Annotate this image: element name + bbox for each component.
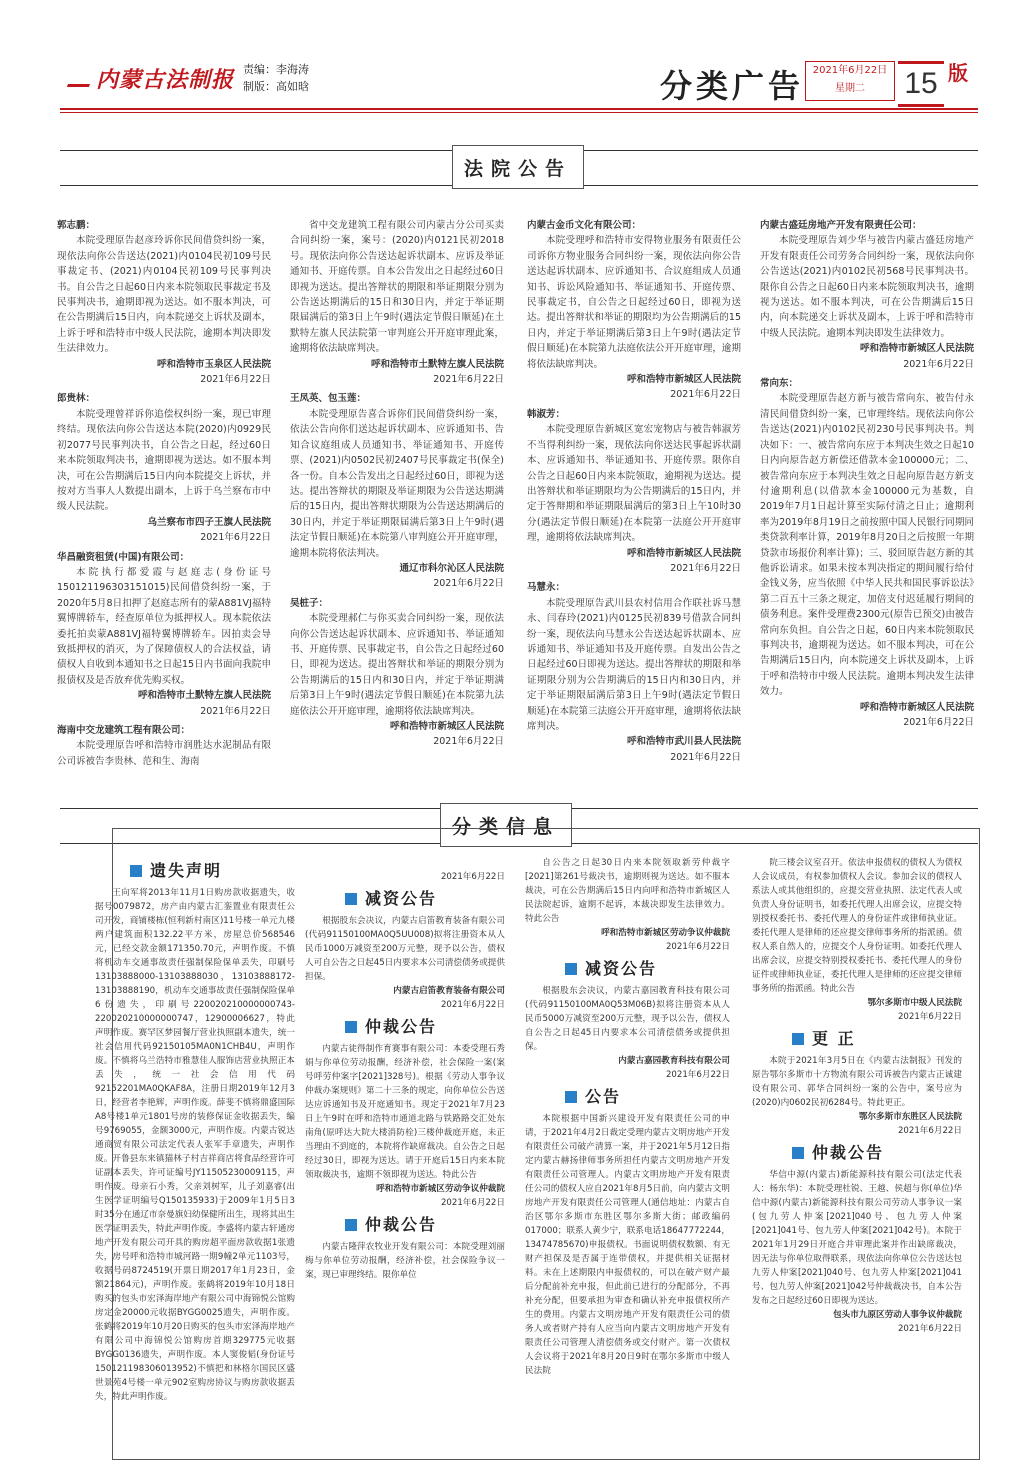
page-ban-label: 版 bbox=[948, 61, 968, 85]
page-number: 15 bbox=[898, 61, 944, 107]
notice-body: 本院受理原告新城区宽宏宠物店与被告韩淑芳不当得利纠纷一案，现依法向你送达民事起诉状副本、应诉通知书、举证通知书、开庭传票。限你自公告之日起60日内来本院领取，逾期视为送达。提出答辩状和举证期限均为公告期满后的15日内，并定于答辩期和举证期限届满后的第3日上午10时30分(遇法定节假日顺延)在本院第一法庭公开开庭审理，逾期将依法缺席判决。 bbox=[527, 424, 741, 544]
capital-reduction-2-text: 根据股东会决议，内蒙古嘉园教育科技有限公司(代码91150100MA0Q53M06B)拟将注册资本从人民币5000万减资至200万元整，现予以公告，债权人自公告之日起45日内要求本公司清偿债务或提供担保。 bbox=[525, 986, 730, 1052]
classified-column-1 bbox=[95, 856, 295, 1404]
correction-text: 本院于2021年3月5日在《内蒙古法制报》刊发的原告鄂尔多斯市十方物流有限公司诉被告内蒙古正诚建设有限公司、郭华合同纠纷一案的公告中，案号应为(2020)内0602民初6284号。特此更正。 bbox=[752, 1056, 962, 1108]
arbitration-1-date: 2021年6月22日 bbox=[440, 1198, 505, 1208]
public-notice-court: 鄂尔多斯市中级人民法院 bbox=[867, 998, 962, 1008]
arbitration-3-court: 包头市九原区劳动人事争议仲裁院 bbox=[833, 1310, 962, 1320]
notice-recipient: 内蒙古盛廷房地产开发有限责任公司： bbox=[760, 220, 922, 231]
notice-body: 本院受理原告呼和浩特市润胜达水泥制品有限公司诉被告李贵林、范和生、海南 bbox=[57, 740, 271, 767]
notice-date: 2021年6月22日 bbox=[200, 532, 271, 544]
notice-court: 呼和浩特市新城区人民法院 bbox=[859, 701, 974, 713]
header-rule-thin bbox=[60, 112, 978, 113]
correction-date: 2021年6月22日 bbox=[897, 1126, 962, 1136]
notice-court: 乌兰察布市四子王旗人民法院 bbox=[147, 516, 271, 528]
public-notice-text: 本院根据中国新兴建设开发有限责任公司的申请，于2021年4月2日裁定受理内蒙古文明房地产开发有限责任公司破产清算一案，并于2021年5月12日指定内蒙古赫扬律师事务所担任内蒙古文明房地产开发有限责任公司管理人。内蒙古文明房地产开发有限责任公司的债权人应自2021年8月5日前，向内蒙古文明房地产开发有限责任公司管理人(通信地址：内蒙古自治区鄂尔多斯市东胜区鄂尔多斯大街；邮政编码017000；联系人黄少宁，联系电话18647772244，13474785670)申报债权。书面说明债权数额、有无财产担保及是否属于连带债权，并提供相关证据材料。未在上述期限内申报债权的，可以在破产财产最后分配前补充申报，但此前已进行的分配部分，不再补充分配，但要承担为审查和确认补充申报债权所产生的费用。内蒙古文明房地产开发有限责任公司的债务人或者财产持有人应当向内蒙古文明房地产开发有限责任公司管理人清偿债务或交付财产。第一次债权人会议将于2021年8月20日9时在鄂尔多斯市中级人民法院 bbox=[525, 1114, 730, 1376]
notice-court: 呼和浩特市土默特左旗人民法院 bbox=[137, 690, 271, 702]
public-notice-heading bbox=[565, 1087, 730, 1106]
notice-recipient: 王凤英、包玉莲： bbox=[290, 393, 367, 405]
court-column-2 bbox=[290, 218, 504, 754]
page-header bbox=[60, 55, 980, 105]
capital-reduction-1-text: 根据股东会决议，内蒙古启笛教育装备有限公司(代码91150100MA0Q5UU008)拟将注册资本从人民币1000万减资至200万元整，现予以公告，债权人可自公告之日起45日内要求本公司清偿债务或提供担保。 bbox=[305, 916, 505, 982]
notice-date: 2021年6月22日 bbox=[670, 751, 741, 763]
issue-date: 2021年6月22日 bbox=[812, 65, 888, 76]
public-notice-text-cont: 院三楼会议室召开。依法申报债权的债权人为债权人会议成员，有权参加债权人会议。参加会议的债权人系法人或其他组织的，应提交营业执照、法定代表人或负责人身份证明书，如委托代理人出席会议，应提交特别授权委托书、委托代理人的身份证件或律师执业证。委托代理人是律师的还应提交律师事务所的指派函。债权人系自然人的，应提交个人身份证明。如委托代理人出席会议，应提交特别授权委托书、委托代理人的身份证件或律师执业证，委托代理人是律师的还应提交律师事务所的指派函。特此公告 bbox=[752, 858, 962, 994]
court-notices-title: 法院公告 bbox=[452, 145, 584, 189]
court-column-3 bbox=[527, 218, 741, 769]
logo-mark-icon bbox=[67, 70, 95, 87]
notice-court: 呼和浩特市新城区人民法院 bbox=[626, 374, 741, 386]
notice-recipient: 吴桩子： bbox=[290, 597, 329, 609]
classified-column-3 bbox=[525, 856, 730, 1378]
section-title: 分类广告 bbox=[660, 67, 805, 105]
arbitration-1-court: 呼和浩特市新城区劳动争议仲裁院 bbox=[376, 1184, 505, 1194]
notice-body: 本院受理原告赵方新与被告常向东、被告付永清民间借贷纠纷一案，已审理终结。现依法向你公告送达(2021)内0102民初230号民事判决书。判决如下：一、被告常向东应于本判决生效之日起10日内向原告赵方新偿还借款本金100000元；二、被告常向东应于本判决生效之日起向原告赵方新支付逾期利息(以借款本金100000元为基数，自2019年7月1日起计算至实际付清之日止；逾期利率为2019年8月19日之前按照中国人民银行同期同类贷款利率计算，2019年8月20日之后按照一年期贷款市场报价利率计算)；三、驳回原告赵方新的其他诉讼请求。如果未按本判决指定的期间履行给付金钱义务，应当依照《中华人民共和国民事诉讼法》第二百五十三条之规定，加倍支付迟延履行期间的债务利息。案件受理费2300元(原告已预交)由被告常向东负担。自公告之日起，60日内来本院领取民事判决书，逾期视为送达。如不服本判决，可在公告期满后15日内，向本院递交上诉状及副本，上诉于呼和浩特市中级人民法院。逾期本判决发生法律效力。 bbox=[760, 393, 974, 698]
notice-recipient: 郭志鹏： bbox=[57, 220, 96, 231]
notice-body: 本院受理原告赵彦玲诉你民间借贷纠纷一案，现依法向你公告送达(2021)内0104民初109号民事裁定书、(2021)内0104民初109号民事判决书。自公告之日起60日内来本院领取民事裁定书及民事判决书，逾期即视为送达。如不服本判决，可在公告期满后15日内，向本院递交上诉状及副本，上诉于呼和浩特市中级人民法院，逾期本判决即发生法律效力。 bbox=[57, 235, 271, 355]
correction-court: 鄂尔多斯市东胜区人民法院 bbox=[858, 1112, 962, 1122]
arbitration-1-text: 内蒙古徒得制作育赛事有限公司：本委受理石秀娟与你单位劳动报酬，经济补偿，社会保险一案(案号呼劳仲案字[2021]328号)。根据《劳动人事争议仲裁办案规则》第二十三条的规定，向你单位公告送达应诉通知书及开庭通知书。现定于2021年7月23日上午9时在呼和浩特市通道北路与铁路路交汇处东南角(原呼达大院大楼消防栓)三楼仲裁庭开庭，未正当理由不到庭的，本院将作缺席裁决。自公告之日起经过30日，即视为送达。请于开庭后15日内来本院领取裁决书，逾期不领即视为送达。特此公告 bbox=[305, 1044, 505, 1180]
issue-date-box bbox=[805, 61, 895, 101]
bullet-square-icon bbox=[792, 1033, 804, 1045]
notice-body: 本院受理原告刘少华与被告内蒙古盛廷房地产开发有限责任公司劳务合同纠纷一案，现依法向你公告送达(2021)内0102民初568号民事判决书。限你自公告之日起60日内来本院领取判决书，逾期视为送达。如不服本判决，可在公告期满后15日内，向本院递交上诉状及副本，上诉于呼和浩特市中级人民法院。逾期本判决即发生法律效力。 bbox=[760, 235, 974, 339]
capital-reduction-1-date: 2021年6月22日 bbox=[440, 1000, 505, 1010]
producer-label: 制版：高如晗 bbox=[243, 80, 309, 93]
lost-statement-text: 王向军将2013年11月1日购房款收据遗失，收据号0079872，房产由内蒙古汇銮置业有限责任公司开发，商铺楼栋(恒利新村南区)11号楼一单元九楼两户建筑面积132.22平方米，房屋总价568546元，已经交款金额171350.70元，声明作废。不慎将机动车交通事故责任强制保险保单丢失，印刷号13103888000-13103888030，13103888172-13103888190，机动车交通事故责任强制保险保单6份遗失，印刷号220020210000000743-220020210000000747，12900006627，特此声明作废。赛罕区梦园餐厅营业执照副本遗失，统一社会信用代码92150105MA0N1CHB4U，声明作废。不慎将乌兰浩特市雅慧佳人服饰店营业执照正本丢失，统一社会信用代码92152201MA0QKAF8A，注册日期2019年12月3日，经营者李艳辉，声明作废。薛斐不慎将鼎盛国际A8号楼1单元1801号房的装修保证金收据丢失，编号9769055，金额3000元，声明作废。内蒙古锐达通商贸有限公司法定代表人张军手章遗失，声明作废。开鲁县东来镇猫林子村吉祥商店将食品经营许可证副本丢失，许可证编号JY11505230009115，声明作废。母亲石小秀，父亲刘树军，儿子刘嘉睿(出生医学证明编号Q150135933)于2009年1月5日3时35分在通辽市奈曼旗妇幼保健所出生，现将其出生医学证明丢失，特此声明作废。李盛将内蒙古轩通房地产开发有限公司开具的购房超平面房款收据1张遗失，房号呼和浩特市城河路一期9幢2单元1103号，收据号码8724519(开票日期2017年1月23日，金额21864元)，声明作废。张鹤将2019年10月18日购买的包头市宏泽海岸地产有限公司中海锦悦公馆购房定金20000元收据BYGG0025遗失，声明作废。张鹤将2019年10月20日购买的包头市宏泽海岸地产有限公司中海锦悦公馆购房首期329775元收据BYGG0136遗失，声明作废。本人窦俊韬(身份证号150121198306013952)不慎把和林格尔国民区盛世景苑4号楼一单元902室购房协议与购房款收据丢失，特此声明作废。 bbox=[95, 888, 295, 1402]
notice-date: 2021年6月22日 bbox=[433, 374, 504, 386]
notice-body: 本院受理郝仁与你买卖合同纠纷一案，现依法向你公告送达起诉状副本、应诉通知书、举证通知书、开庭传票、民事裁定书，自公告之日起经过60日，即视为送达。提出答辩状和举证的期限分别为公告期满后的15日内和30日内，并定于举证期满后第3日上午9时(遇法定节假日顺延)在本院第九法庭依法公开开庭审理，逾期将依法缺席判决。 bbox=[290, 613, 504, 717]
notice-court: 呼和浩特市新城区人民法院 bbox=[389, 721, 504, 732]
notice-recipient: 常向东： bbox=[760, 378, 799, 390]
lost-statement-title: 遗失声明 bbox=[150, 861, 223, 880]
notice-recipient: 华昌融资租赁(中国)有限公司： bbox=[57, 551, 190, 563]
capital-reduction-1-heading bbox=[345, 889, 505, 908]
notice-court: 通辽市科尔沁区人民法院 bbox=[399, 562, 504, 574]
notice-recipient: 郎贵林： bbox=[57, 393, 96, 405]
correction-title: 更 正 bbox=[812, 1029, 856, 1048]
court-column-1 bbox=[57, 218, 271, 769]
lost-statement-heading bbox=[130, 861, 295, 880]
notice-date: 2021年6月22日 bbox=[433, 736, 504, 748]
notice-body: 本院执行都爱霞与赵庭志(身份证号150121196303151015)民间借贷纠纷一案，于2020年5月8日扣押了赵庭志所有的蒙A881VJ福特翼博牌轿车，经查原单位为抵押权人。现本院依法委托拍卖蒙A881VJ福特翼博牌轿车。因拍卖会导致抵押权的消灭，为了保障债权人的合法权益，请债权人自收到本通知书之日起15日内书面向我院申报债权及是否放弃优先购买权。 bbox=[57, 566, 271, 686]
arbitration-2-date: 2021年6月22日 bbox=[665, 942, 730, 952]
arbitration-3-title: 仲裁公告 bbox=[812, 1143, 885, 1162]
arbitration-1-title: 仲裁公告 bbox=[365, 1017, 438, 1036]
notice-recipient: 马慧永： bbox=[527, 582, 566, 594]
notice-body: 省中交龙建筑工程有限公司内蒙古分公司买卖合同纠纷一案，案号：(2020)内0121民初2018号。现依法向你公告送达起诉状副本、应诉及举证通知书、开庭传票。自本公告发出之日起经过60日即视为送达。提出答辩状的期限和举证期限分别为公告送达期满后的15日和30日内，并定于举证期限届满后的第3日上午9时(遇法定节假日顺延)在土默特左旗人民法院第一审判庭公开开庭审理此案，逾期将依法缺席判决。 bbox=[290, 220, 504, 355]
capital-reduction-2-company: 内蒙古嘉园教育科技有限公司 bbox=[618, 1056, 730, 1066]
bullet-square-icon bbox=[565, 963, 577, 975]
header-rule bbox=[60, 108, 978, 110]
bullet-square-icon bbox=[130, 865, 142, 877]
lost-statement-date: 2021年6月22日 bbox=[440, 872, 505, 882]
notice-body: 本院受理曾祥诉你追偿权纠纷一案，现已审理终结。现依法向你公告送达本院(2020)内0929民初2077号民事判决书，自公告之日起，经过60日来本院领取判决书，逾期即视为送达。如不服本判决，可在公告期满后15日内向本院提交上诉状，并按对方当事人人数提出副本，上诉于乌兰察布市中级人民法院。 bbox=[57, 408, 271, 513]
notice-body: 本院受理原告喜合诉你们民间借贷纠纷一案，依法公告向你们送达起诉状副本、应诉通知书、告知合议庭组成人员通知书、举证通知书、开庭传票、(2021)内0502民初2407号民事裁定书(保全)各一份。自本公告发出之日起经过60日，即视为送达。提出答辩状的期限及举证期限为公告送达期满后的15日内，提出答辩状期限为公告送达期满后的30日内，并定于举证期限届满后第3日上午9时(遇法定节假日顺延)在本院第八审判庭公开开庭审理，逾期本院将依法判决。 bbox=[290, 408, 504, 559]
court-notices-banner bbox=[60, 150, 978, 186]
arbitration-2-text: 内蒙古隆萍农牧业开发有限公司：本院受理刘丽梅与你单位劳动报酬，经济补偿，社会保险争议一案，现已审理终结。限你单位 bbox=[305, 1242, 505, 1280]
capital-reduction-2-date: 2021年6月22日 bbox=[665, 1070, 730, 1080]
arbitration-3-date: 2021年6月22日 bbox=[897, 1324, 962, 1334]
notice-recipient: 内蒙古金币文化有限公司： bbox=[527, 220, 642, 231]
capital-reduction-2-title: 减资公告 bbox=[585, 959, 658, 978]
notice-court: 呼和浩特市玉泉区人民法院 bbox=[156, 358, 271, 370]
lost-statement-text-cont bbox=[305, 856, 505, 870]
arbitration-3-text: 华信中源(内蒙古)新能源科技有限公司(法定代表人：杨东华)：本院受理杜锐、王越、侯超与你(单位)华信中源(内蒙古)新能源科技有限公司劳动人事争议一案(包九劳人仲案[2021]040号、包九劳人仲案[2021]041号、包九劳人仲案[2021]042号)。本院于2021年1月29日开庭合并审理此案并作出缺席裁决，因无法与你单位取得联系，现依法向你单位公告送达包九劳人仲案[2021]040号、包九劳人仲案[2021]041号、包九劳人仲案[2021]042号仲裁裁决书，自本公告发布之日起经过60日即视为送达。 bbox=[752, 1170, 962, 1306]
notice-date: 2021年6月22日 bbox=[670, 389, 741, 401]
bullet-square-icon bbox=[565, 1091, 577, 1103]
bullet-square-icon bbox=[345, 893, 357, 905]
notice-body: 本院受理呼和浩特市安得物业服务有限责任公司诉你方物业服务合同纠纷一案，现依法向你公告送达起诉状副本、应诉通知书、合议庭组成人员通知书、诉讼风险通知书、举证通知书、开庭传票、民事裁定书，自公告之日起经过60日，即视为送达。提出答辩状和举证的期限均为公告期满后的15日内，并定于举证期满后第3日上午9时(遇法定节假日顺延)在本院第九法庭依法公开开庭审理，逾期将依法缺席判决。 bbox=[527, 235, 741, 370]
notice-court: 呼和浩特市新城区人民法院 bbox=[859, 343, 974, 355]
capital-reduction-1-company: 内蒙古启笛教育装备有限公司 bbox=[393, 986, 505, 996]
notice-court: 呼和浩特市土默特左旗人民法院 bbox=[370, 358, 504, 370]
correction-heading bbox=[792, 1029, 962, 1048]
bullet-square-icon bbox=[345, 1219, 357, 1231]
notice-court: 呼和浩特市新城区人民法院 bbox=[626, 547, 741, 559]
newspaper-logo bbox=[70, 63, 234, 94]
classified-column-2 bbox=[305, 856, 505, 1282]
arbitration-2-text-cont: 自公告之日起30日内来本院领取新劳仲裁字[2021]第261号裁决书，逾期则视为送达。如不服本裁决，可在公告期满后15日内向呼和浩特市新城区人民法院起诉，逾期不起诉，本裁决即发生法律效力。特此公告 bbox=[525, 858, 730, 924]
bullet-square-icon bbox=[345, 1021, 357, 1033]
public-notice-date: 2021年6月22日 bbox=[897, 1012, 962, 1022]
notice-court: 呼和浩特市武川县人民法院 bbox=[626, 736, 741, 748]
issue-weekday: 星期二 bbox=[835, 83, 865, 94]
public-notice-title: 公告 bbox=[585, 1087, 622, 1106]
notice-recipient: 韩淑芳： bbox=[527, 408, 566, 420]
arbitration-2-title: 仲裁公告 bbox=[365, 1215, 438, 1234]
notice-date: 2021年6月22日 bbox=[903, 717, 974, 728]
notice-date: 2021年6月22日 bbox=[433, 578, 504, 590]
editor-label: 责编：李海涛 bbox=[243, 63, 309, 76]
arbitration-2-court: 呼和浩特市新城区劳动争议仲裁院 bbox=[601, 928, 730, 938]
arbitration-2-heading bbox=[345, 1215, 505, 1234]
notice-date: 2021年6月22日 bbox=[670, 562, 741, 574]
notice-date: 2021年6月22日 bbox=[200, 374, 271, 386]
capital-reduction-1-title: 减资公告 bbox=[365, 889, 438, 908]
classified-column-4 bbox=[752, 856, 962, 1340]
court-column-4 bbox=[760, 218, 974, 734]
notice-date: 2021年6月22日 bbox=[903, 358, 974, 370]
notice-recipient: 海南中交龙建筑工程有限公司： bbox=[57, 725, 191, 736]
notice-body: 本院受理原告武川县农村信用合作联社诉马慧永、闫春玲(2021)内0125民初839号借款合同纠纷一案，现依法向马慧永公告送达起诉状副本、应诉通知书、举证通知书及开庭传票。自发出公告之日起经过60日即视为送达。提出答辩状的期限和举证期限分别为公告期满后的15日内和30日内，并定于举证期限届满后第3日上午9时(遇法定节假日顺延)在本院第三法庭公开开庭审理，逾期将依法缺席判决。 bbox=[527, 597, 741, 732]
notice-date: 2021年6月22日 bbox=[200, 705, 271, 717]
arbitration-1-heading bbox=[345, 1017, 505, 1036]
capital-reduction-2-heading bbox=[565, 959, 730, 978]
newspaper-name: 内蒙古法制报 bbox=[96, 67, 235, 93]
editor-credits bbox=[243, 61, 309, 95]
classified-title: 分类信息 bbox=[440, 803, 572, 847]
bullet-square-icon bbox=[792, 1147, 804, 1159]
arbitration-3-heading bbox=[792, 1143, 962, 1162]
